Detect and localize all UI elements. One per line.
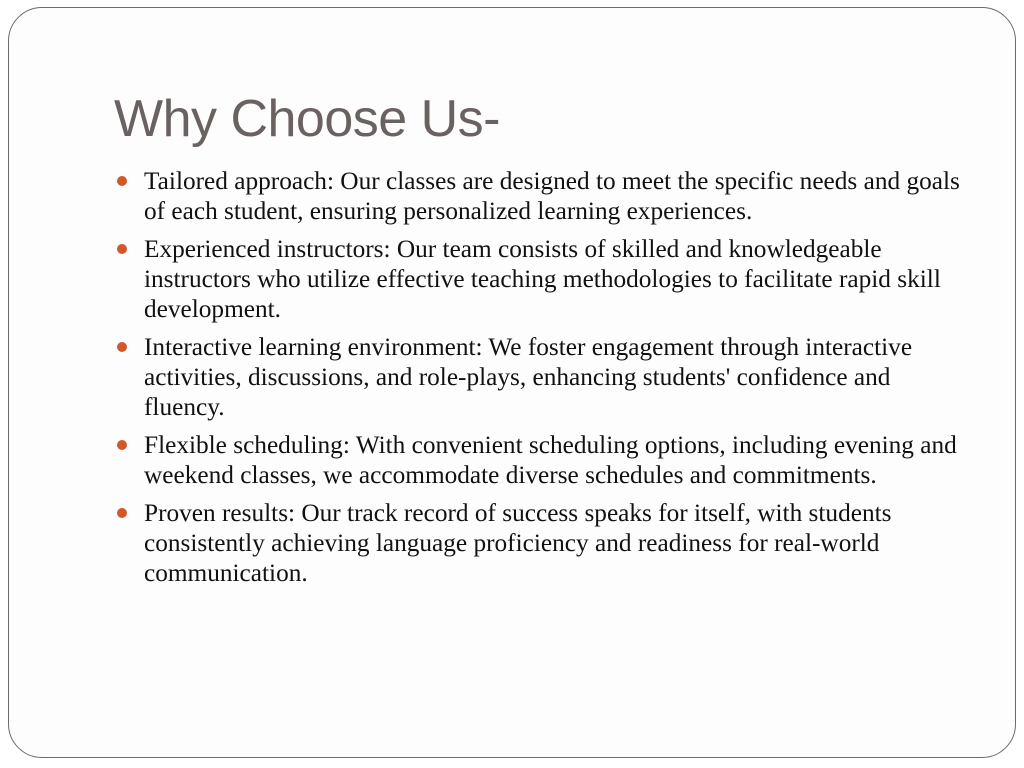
bullet-text: Experienced instructors: Our team consists of skilled and knowledgeable instructors who utilize effective teaching methodologies to facilitate rapid skill development. — [144, 235, 941, 323]
bullet-item — [116, 498, 966, 588]
bullet-text: Tailored approach: Our classes are designed to meet the specific needs and goals of each student, ensuring personalized learning experiences. — [144, 167, 960, 225]
bullet-text: Flexible scheduling: With convenient scheduling options, including evening and weekend classes, we accommodate diverse schedules and commitments. — [144, 431, 957, 489]
bullet-dot-icon — [117, 176, 127, 186]
bullet-dot-icon — [117, 244, 127, 254]
bullet-text: Interactive learning environment: We foster engagement through interactive activities, discussions, and role-plays, enhancing students' confidence and fluency. — [144, 333, 913, 421]
bullet-item — [116, 166, 966, 226]
slide-frame — [8, 7, 1016, 758]
bullet-list — [116, 166, 966, 596]
slide-title: Why Choose Us- — [114, 90, 500, 148]
bullet-item — [116, 234, 966, 324]
bullet-dot-icon — [117, 342, 127, 352]
bullet-dot-icon — [117, 508, 127, 518]
bullet-item — [116, 332, 966, 422]
bullet-text: Proven results: Our track record of success speaks for itself, with students consistently achieving language proficiency and readiness for real-world communication. — [144, 499, 892, 587]
bullet-item — [116, 430, 966, 490]
bullet-dot-icon — [117, 440, 127, 450]
